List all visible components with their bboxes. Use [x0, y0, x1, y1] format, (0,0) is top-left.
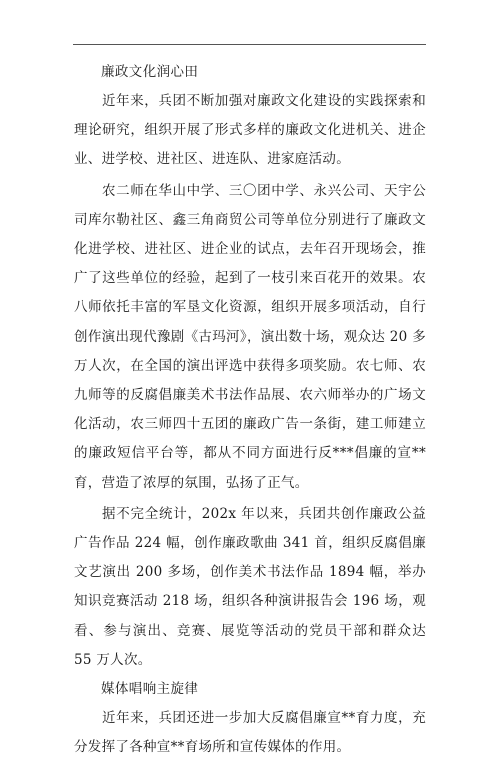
- section-heading-media: 媒体唱响主旋律: [101, 681, 199, 698]
- document-body: [74, 58, 426, 762]
- paragraph-intro: 近年来，兵团不断加强对廉政文化建设的实践探索和理论研究，组织开展了形式多样的廉政文化进机关、进企业、进学校、进社区、进连队、进家庭活动。: [74, 93, 426, 168]
- section-heading-integrity-culture: 廉政文化润心田: [101, 64, 199, 80]
- paragraph-division-examples: 农二师在华山中学、三〇团中学、永兴公司、天宇公司库尔勒社区、鑫三角商贸公司等单位分别进行了廉政文化进学校、进社区、进企业的试点，去年召开现场会，推广了这些单位的经验，起到了一枝引来百花开的效果。农八师依托丰富的军垦文化资源，组织开展多项活动，自行创作演出现代豫剧《古玛河》，演出数十场，观众达 20 多万人次，在全国的演出评选中获得多项奖励。农七师、农九师等的反腐倡廉美术书法作品展、农六师举办的广场文化活动，农三师四十五团的廉政广告一条街，建工师建立的廉政短信平台等，都从不同方面进行反***倡廉的宣**育，营造了浓厚的氛围，弘扬了正气。: [74, 182, 426, 491]
- paragraph-statistics: 据不完全统计，202x 年以来，兵团共创作廉政公益广告作品 224 幅，创作廉政歌曲 341 首，组织反腐倡廉文艺演出 200 多场，创作美术书法作品 1894 幅，举办知识竞赛活动 218 场，组织各种演讲报告会 196 场，观看、参与演出、竞赛、展览等活动的党员干部和群众达 55 万人次。: [74, 505, 426, 668]
- paragraph-media: 近年来，兵团还进一步加大反腐倡廉宣**育力度，充分发挥了各种宣**育场所和宣传媒体的作用。: [74, 710, 426, 756]
- header-rule: [73, 44, 426, 45]
